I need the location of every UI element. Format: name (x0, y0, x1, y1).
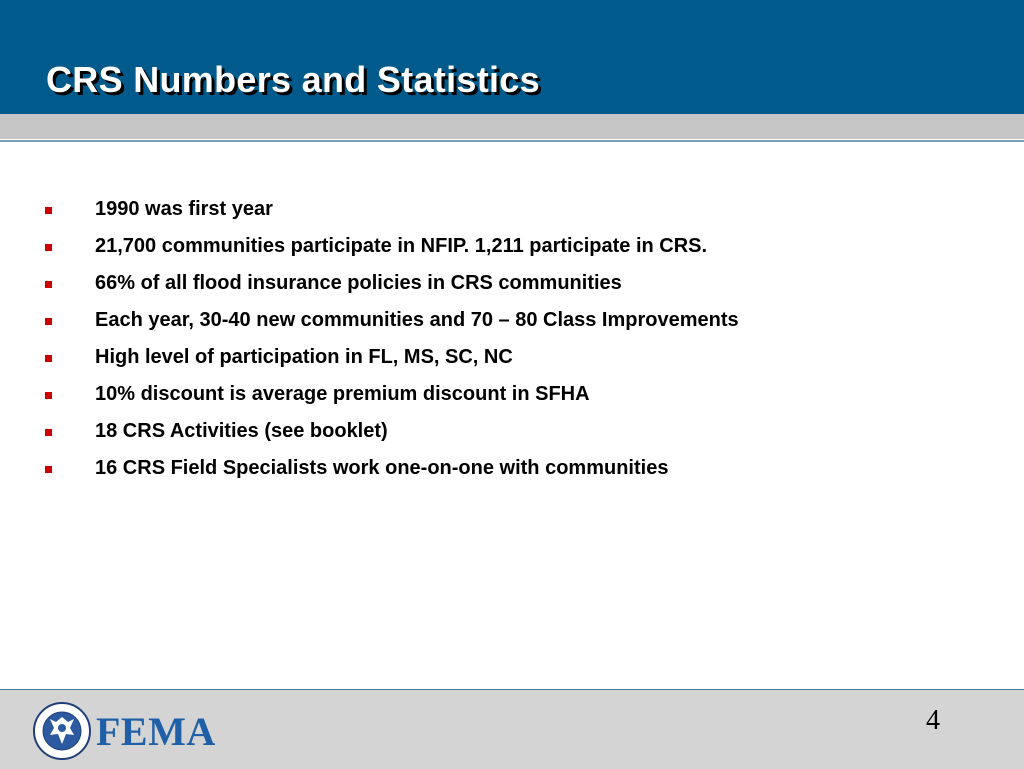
bullet-text: 10% discount is average premium discount in SFHA (95, 383, 590, 405)
square-bullet-icon (45, 318, 52, 325)
header-band (0, 114, 1024, 139)
bullet-text: 1990 was first year (95, 198, 273, 220)
slide-footer (0, 689, 1024, 769)
square-bullet-icon (45, 207, 52, 214)
square-bullet-icon (45, 244, 52, 251)
square-bullet-icon (45, 355, 52, 362)
slide-header (0, 0, 1024, 114)
bullet-text: High level of participation in FL, MS, SC, NC (95, 346, 513, 368)
square-bullet-icon (45, 429, 52, 436)
page-number: 4 (926, 705, 940, 736)
slide-title: CRS Numbers and Statistics (46, 59, 540, 100)
bullet-text: 66% of all flood insurance policies in CRS communities (95, 272, 622, 294)
dhs-seal-icon (33, 702, 91, 760)
header-divider (0, 140, 1024, 142)
bullet-text: 18 CRS Activities (see booklet) (95, 420, 388, 442)
bullet-text: Each year, 30-40 new communities and 70 – 80 Class Improvements (95, 309, 739, 331)
square-bullet-icon (45, 281, 52, 288)
square-bullet-icon (45, 466, 52, 473)
square-bullet-icon (45, 392, 52, 399)
fema-logo-text: FEMA (96, 709, 216, 754)
bullet-text: 21,700 communities participate in NFIP. 1,211 participate in CRS. (95, 235, 708, 257)
bullet-text: 16 CRS Field Specialists work one-on-one with communities (95, 457, 669, 479)
